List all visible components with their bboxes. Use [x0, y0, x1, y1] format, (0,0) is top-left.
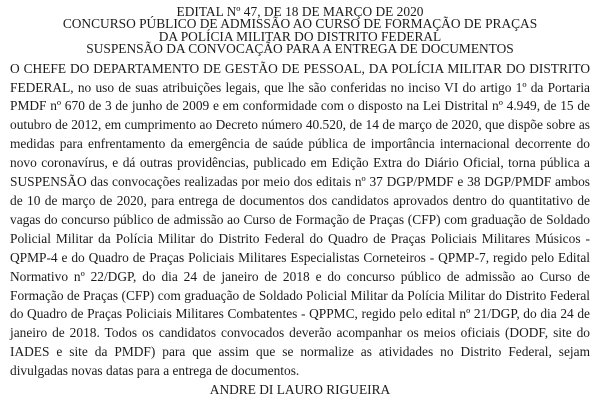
document-header [10, 6, 590, 56]
contest-title: CONCURSO PÚBLICO DE ADMISSÃO AO CURSO DE FORMAÇÃO DE PRAÇAS [62, 16, 538, 32]
body-paragraph: O CHEFE DO DEPARTAMENTO DE GESTÃO DE PESSOAL, DA POLÍCIA MILITAR DO DISTRITO FEDERAL, no uso de suas atribuições legais, que lhe são conferidas no inciso VI do artigo 1º da Portaria PMDF nº 670 de 3 de junho de 2009 e em conformidade com o disposto na Lei Distrital nº 4.949, de 15 de outubro de 2012, em cumprimento ao Decreto número 40.520, de 14 de março de 2020, que dispõe sobre as medidas para enfrentamento da emergência de saúde pública de importância internacional decorrente do novo coronavírus, e dá outras providências, publicado em Edição Extra do Diário Oficial, torna pública a SUSPENSÃO das convocações realizadas por meio dos editais nº 37 DGP/PMDF e 38 DGP/PMDF ambos de 10 de março de 2020, para entrega de documentos dos candidatos aprovados dentro do quantitativo de vagas do concurso público de admissão ao Curso de Formação de Praças (CFP) com graduação de Soldado Policial Militar da Polícia Militar do Distrito Federal do Quadro de Praças Policiais Militares Músicos - QPMP-4 e do Quadro de Praças Policiais Militares Especialistas Corneteiros - QPMP-7, regido pelo Edital Normativo nº 22/DGP, do dia 24 de janeiro de 2018 e do concurso público de admissão ao Curso de Formação de Praças (CFP) com graduação de Soldado Policial Militar da Polícia Militar do Distrito Federal do Quadro de Praças Policiais Militares Combatentes - QPPMC, regido pelo edital nº 21/DGP, do dia 24 de janeiro de 2018. Todos os candidatos convocados deverão acompanhar os meios oficiais (DODF, site do IADES e site da PMDF) para que assim que se normalize as atividades no Distrito Federal, sejam divulgadas novas datas para a entrega de documentos. [10, 60, 590, 379]
edital-title: EDITAL Nº 47, DE 18 DE MARÇO DE 2020 [176, 4, 424, 19]
institution-title: DA POLÍCIA MILITAR DO DISTRITO FEDERAL [158, 28, 442, 44]
subject-title: SUSPENSÃO DA CONVOCAÇÃO PARA A ENTREGA DE DOCUMENTOS [86, 41, 514, 57]
signature-name: ANDRE DI LAURO RIGUEIRA [209, 382, 391, 398]
